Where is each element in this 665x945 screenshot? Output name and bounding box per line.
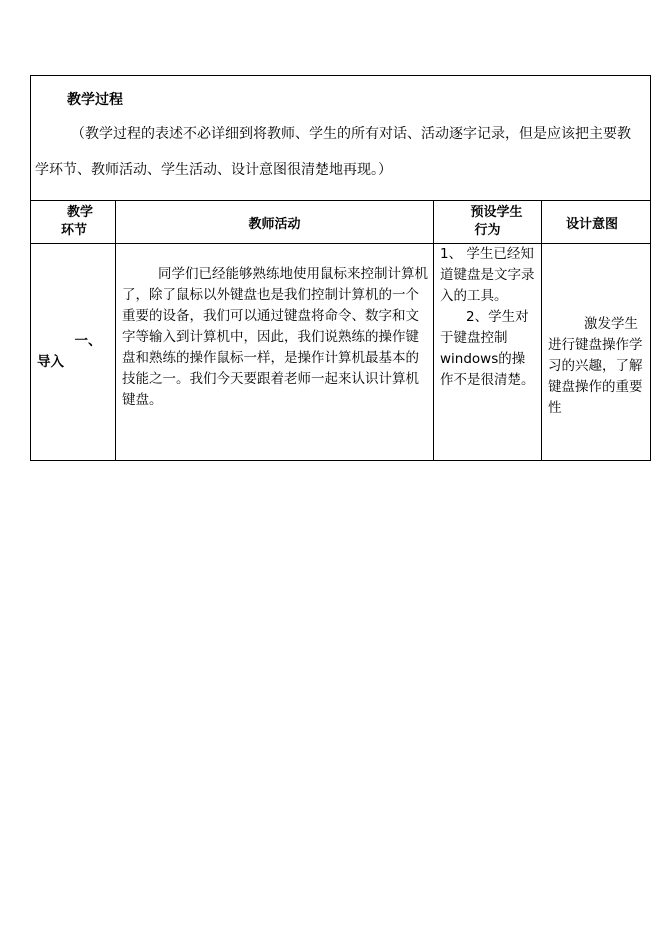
header-stage (31, 201, 116, 244)
row-stage (31, 244, 116, 461)
row-student-behavior (434, 244, 542, 461)
table-row (31, 244, 651, 461)
student-point-1: 1、 学生已经知道键盘是文字录入的工具。 (440, 246, 535, 304)
header-student (434, 201, 542, 244)
header-stage-line2: 环节 (61, 223, 88, 238)
row-design-intent: 激发学生进行键盘操作学习的兴趣，了解键盘操作的重要性 (542, 244, 651, 461)
header-teacher: 教师活动 (116, 201, 434, 244)
header-stage-line1: 教学 (66, 205, 93, 220)
header-design: 设计意图 (542, 201, 651, 244)
student-point-2: 2、学生对于键盘控制windows的操作不是很清楚。 (440, 309, 535, 388)
table-header-row (31, 201, 651, 244)
section-description: （教学过程的表述不必详细到将教师、学生的所有对话、活动逐字记录，但是应该把主要教学环节、教师活动、学生活动、设计意图很清楚地再现。） (35, 126, 631, 178)
section-intro-cell (31, 76, 651, 201)
teaching-process-table (30, 75, 651, 461)
header-student-line2: 行为 (474, 223, 501, 238)
row-stage-line2: 导入 (37, 354, 64, 370)
header-student-line1: 预设学生 (470, 205, 523, 220)
row-stage-line1: 一、 (74, 333, 102, 349)
row-teacher-activity: 同学们已经能够熟练地使用鼠标来控制计算机了，除了鼠标以外键盘也是我们控制计算机的一个重要的设备，我们可以通过键盘将命令、数字和文字等输入到计算机中，因此，我们说熟练的操作键盘和熟练的操作鼠标一样，是操作计算机最基本的技能之一。我们今天要跟着老师一起来认识计算机键盘。 (116, 244, 434, 461)
section-title: 教学过程 (67, 92, 123, 108)
